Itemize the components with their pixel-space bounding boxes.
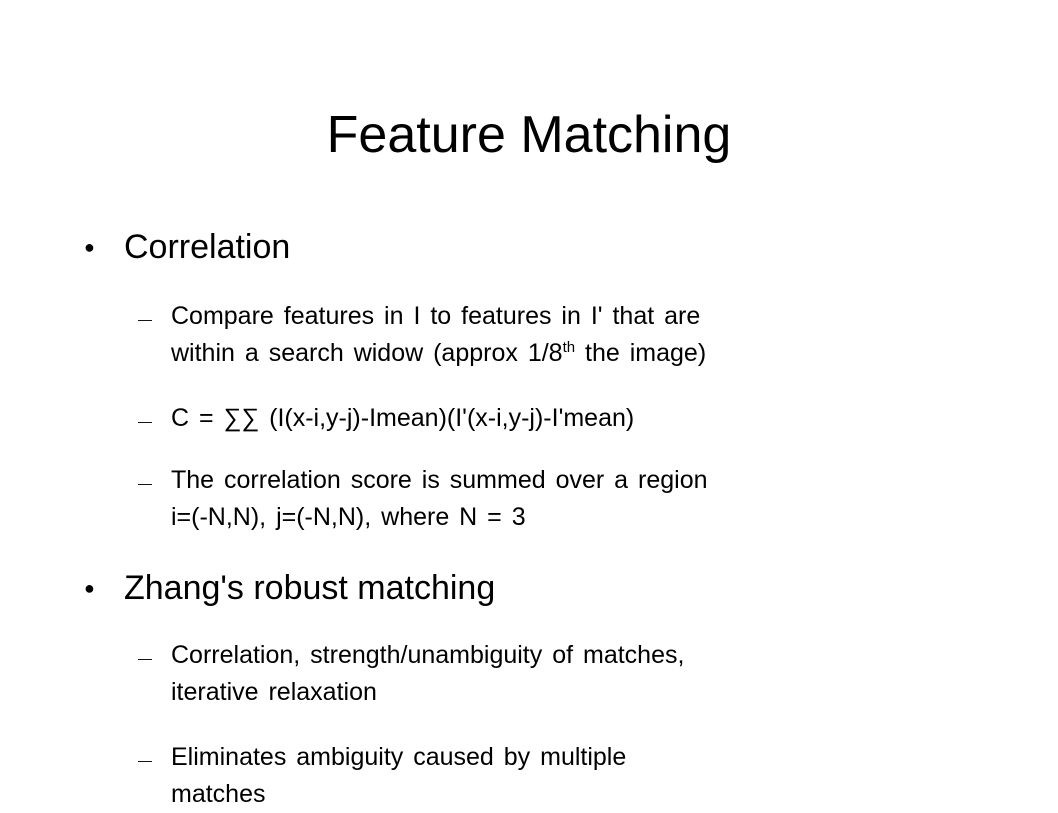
bullet-text: Zhang's robust matching bbox=[124, 569, 496, 607]
line-text: the image) bbox=[575, 339, 707, 367]
bullet-dot-icon: ● bbox=[84, 237, 95, 257]
sub-bullet-text: C = ∑∑ (I(x-i,y-j)-Imean)(I'(x-i,y-j)-I'mean) bbox=[171, 404, 635, 432]
sub-bullet-text bbox=[171, 739, 626, 813]
sub-bullet-line: iterative relaxation bbox=[171, 678, 377, 706]
superscript: th bbox=[562, 339, 576, 356]
bullet-text: Correlation bbox=[124, 228, 291, 266]
bullet-dot-icon: ● bbox=[84, 578, 95, 598]
dash-icon: — bbox=[138, 413, 152, 429]
sub-bullet-line: Eliminates ambiguity caused by multiple bbox=[171, 743, 627, 771]
sub-bullet-line: The correlation score is summed over a region bbox=[171, 466, 708, 494]
sub-bullet-line: Correlation, strength/unambiguity of matches, bbox=[171, 641, 685, 669]
sub-bullet-text bbox=[171, 298, 706, 372]
dash-icon: — bbox=[138, 650, 152, 666]
dash-icon: — bbox=[138, 475, 152, 491]
dash-icon: — bbox=[138, 311, 152, 327]
dash-icon: — bbox=[138, 752, 152, 768]
sub-bullet-line: Compare features in I to features in I' that are bbox=[171, 302, 701, 330]
line-text: within a search widow (approx 1/8 bbox=[171, 339, 563, 367]
slide-title: Feature Matching bbox=[326, 106, 732, 164]
sub-bullet-line: i=(-N,N), j=(-N,N), where N = 3 bbox=[171, 503, 526, 531]
sub-bullet-text bbox=[171, 462, 708, 536]
sub-bullet-line bbox=[171, 339, 706, 367]
sub-bullet-text bbox=[171, 637, 684, 711]
sub-bullet-line: matches bbox=[171, 780, 266, 808]
